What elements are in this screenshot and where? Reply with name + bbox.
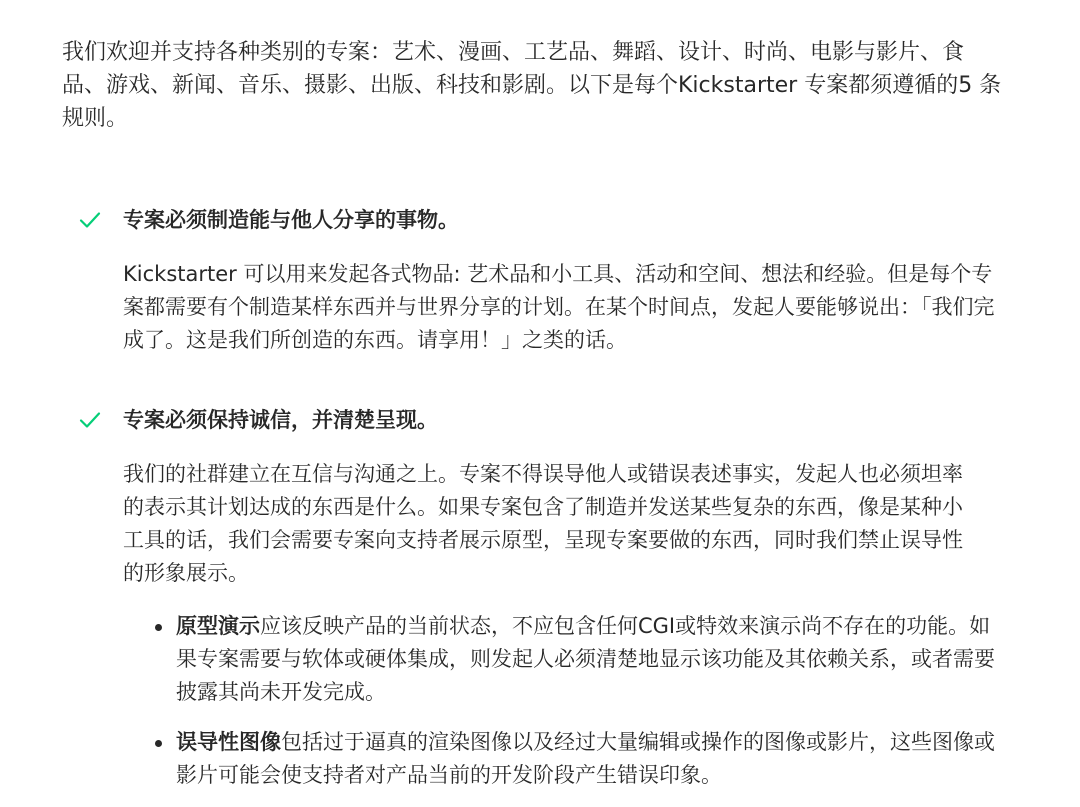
rule-1-description: Kickstarter 可以用来发起各式物品: 艺术品和小工具、活动和空间、想法和经验。但是每个专案都需要有个制造某样东西并与世界分享的计划。在某个时间点，发起人要能够说出：「我们完成了。这是我们所创造的东西。请享用！」之类的话。 (123, 262, 995, 352)
bullet-dot (155, 740, 162, 747)
list-item (0, 610, 1080, 726)
rule-2-description: 我们的社群建立在互信与沟通之上。专案不得误导他人或错误表述事实，发起人也必须坦率的表示其计划达成的东西是什么。如果专案包含了制造并发送某些复杂的东西，像是某种小工具的话，我们会需要专案向支持者展示原型，呈现专案要做的东西，同时我们禁止误导性的形象展示。 (123, 462, 963, 585)
check-icon (79, 209, 101, 231)
rule-2-header (0, 400, 1080, 440)
bullet-body: 包括过于逼真的渲染图像以及经过大量编辑或操作的图像或影片，这些图像或影片可能会使支持者对产品当前的开发阶段产生错误印象。 (176, 730, 995, 787)
bullet-body: 应该反映产品的当前状态，不应包含任何CGI或特效来演示尚不存在的功能。如果专案需要与软体或硬体集成，则发起人必须清楚地显示该功能及其依赖关系，或者需要披露其尚未开发完成。 (176, 614, 995, 704)
bullet-term: 误导性图像 (176, 730, 281, 754)
rule-2-bullet-list (0, 610, 1080, 806)
bullet-dot (155, 624, 162, 631)
check-icon (79, 409, 101, 431)
rule-2 (0, 400, 1080, 585)
intro-paragraph: 我们欢迎并支持各种类别的专案：艺术、漫画、工艺品、舞蹈、设计、时尚、电影与影片、食品、游戏、新闻、音乐、摄影、出版、科技和影剧。以下是每个Kickstarter 专案都须遵循的5 条规则。 (62, 40, 1002, 131)
rule-1 (0, 200, 1080, 352)
rule-2-title: 专案必须保持诚信，并清楚呈现。 (123, 408, 438, 432)
rule-1-header (0, 200, 1080, 240)
bullet-text (176, 726, 1006, 792)
list-item (0, 726, 1080, 806)
rule-1-title: 专案必须制造能与他人分享的事物。 (123, 208, 459, 232)
bullet-text (176, 610, 1006, 709)
bullet-term: 原型演示 (176, 614, 260, 638)
